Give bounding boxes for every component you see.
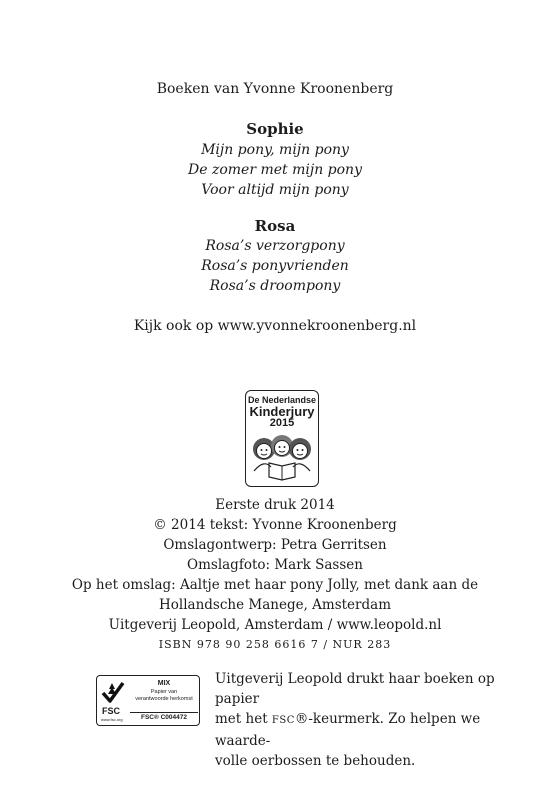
kinderjury-line1: De Nederlandse xyxy=(247,395,317,405)
fsc-statement-line xyxy=(215,709,515,751)
books-heading: Boeken van Yvonne Kroonenberg xyxy=(156,81,394,97)
kids-reading-icon xyxy=(249,431,315,483)
fsc-url: www.fsc.org xyxy=(101,717,123,722)
fsc-code: FSC® C004472 xyxy=(141,714,187,721)
kinderjury-line3: 2015 xyxy=(269,417,295,429)
book-title: Rosa’s verzorgpony xyxy=(205,238,345,254)
fsc-tree-check-icon xyxy=(100,679,126,705)
fsc-mix-subtitle xyxy=(131,689,197,702)
cover-design-line: Omslagontwerp: Petra Gerritsen xyxy=(163,537,387,553)
fsc-mix: MIX xyxy=(157,680,171,687)
series-list-rosa xyxy=(0,236,550,296)
fsc-divider xyxy=(130,712,198,713)
fsc-statement-text: met het xyxy=(215,711,272,727)
fsc-statement-text: ®-keurmerk. Zo helpen we waarde- xyxy=(215,711,481,749)
fsc-word: FSC xyxy=(102,706,120,716)
first-print-line: Eerste druk 2014 xyxy=(215,497,335,513)
fsc-acronym: FSC xyxy=(271,715,295,726)
colophon xyxy=(0,495,550,655)
fsc-mix-subtitle-line: Papier van xyxy=(150,689,178,695)
series-title-rosa: Rosa xyxy=(254,217,296,235)
fsc-statement-line: Uitgeverij Leopold drukt haar boeken op papier xyxy=(215,671,495,707)
kinderjury-logo xyxy=(245,390,319,487)
book-title: Rosa’s ponyvrienden xyxy=(201,258,349,274)
book-title: De zomer met mijn pony xyxy=(188,162,362,178)
book-title: Mijn pony, mijn pony xyxy=(201,142,349,158)
cover-note-line: Hollandsche Manege, Amsterdam xyxy=(159,597,391,613)
fsc-statement xyxy=(215,669,515,771)
kinderjury-line2: Kinderjury xyxy=(249,404,315,419)
book-title: Voor altijd mijn pony xyxy=(201,182,349,198)
series-title-sophie: Sophie xyxy=(246,120,304,138)
copyright-line: © 2014 tekst: Yvonne Kroonenberg xyxy=(153,517,397,533)
fsc-mix-subtitle-line: verantwoorde herkomst xyxy=(135,695,193,702)
cover-note-line: Op het omslag: Aaltje met haar pony Jolly, met dank aan de xyxy=(71,577,479,593)
isbn-line: ISBN 978 90 258 6616 7 / NUR 283 xyxy=(158,638,392,651)
publisher-line: Uitgeverij Leopold, Amsterdam / www.leopold.nl xyxy=(108,617,442,633)
website-line: Kijk ook op www.yvonnekroonenberg.nl xyxy=(133,318,417,334)
book-title: Rosa’s droompony xyxy=(209,278,341,294)
cover-photo-line: Omslagfoto: Mark Sassen xyxy=(187,557,363,573)
fsc-statement-line: volle oerbossen te behouden. xyxy=(215,753,416,769)
series-list-sophie xyxy=(0,140,550,200)
fsc-logo xyxy=(96,675,200,726)
